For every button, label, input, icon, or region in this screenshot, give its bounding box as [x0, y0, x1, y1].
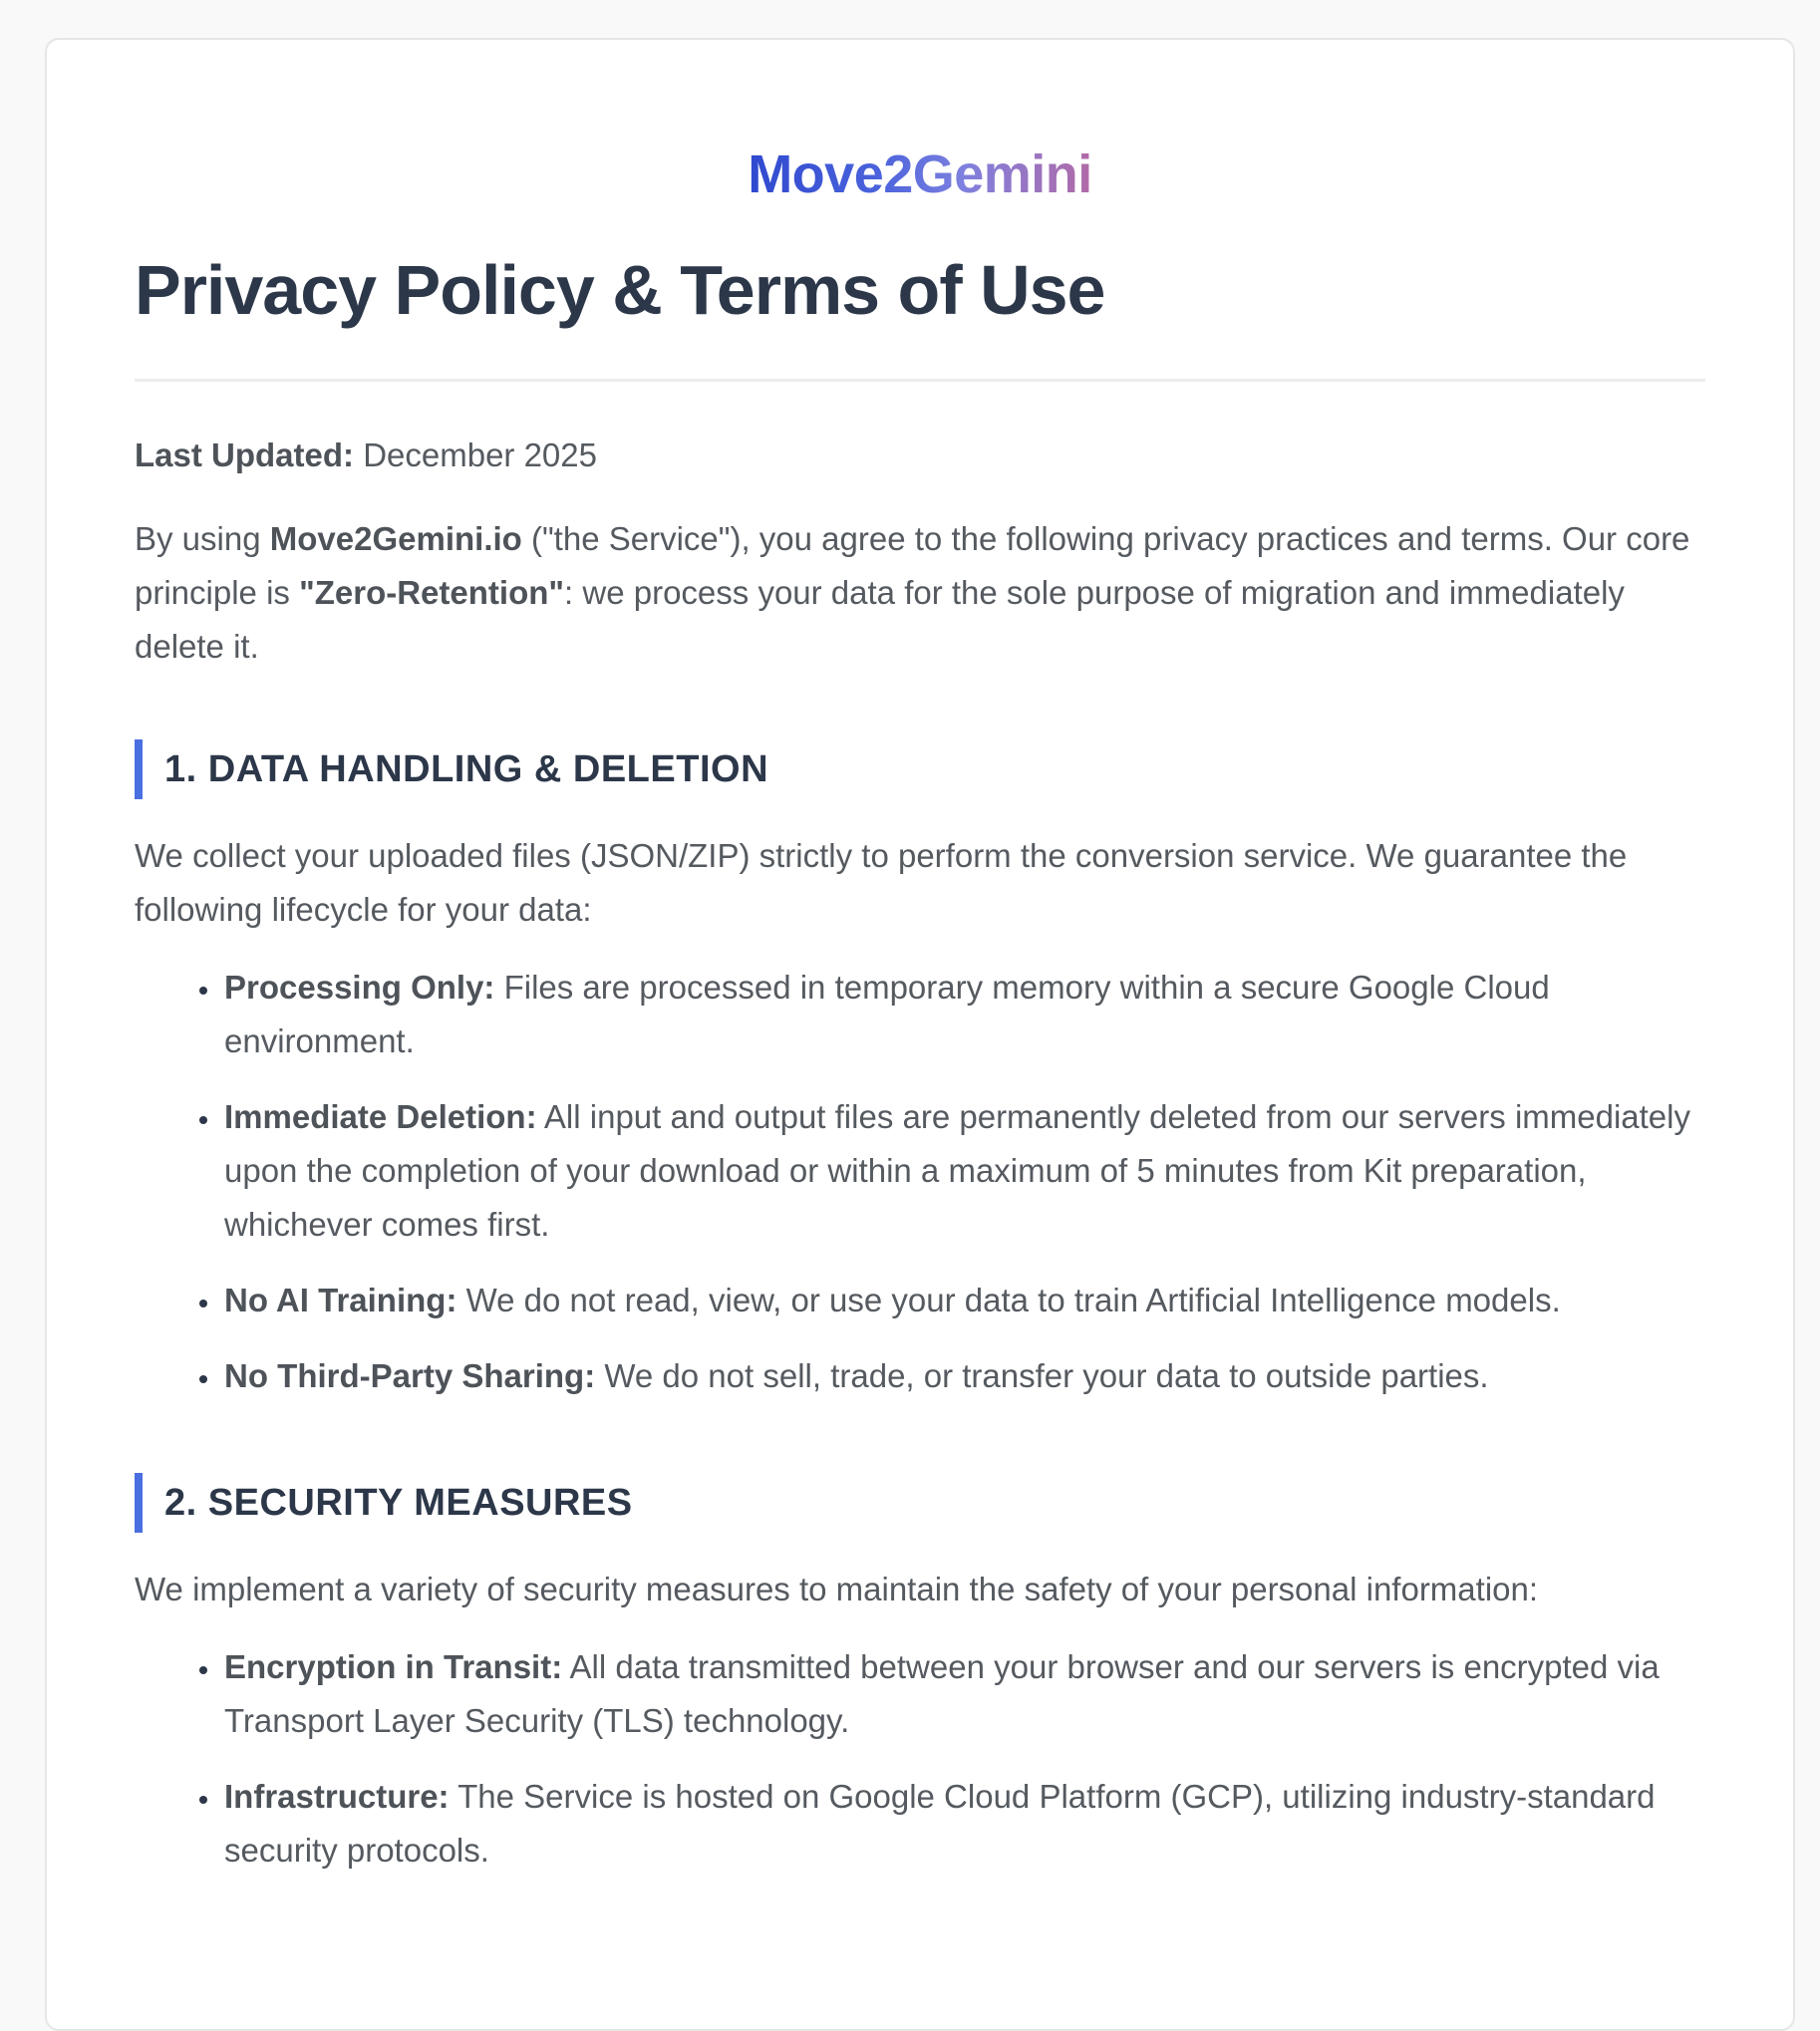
intro-paragraph [135, 512, 1705, 674]
last-updated-value: December 2025 [363, 436, 597, 473]
intro-text-1: By using [135, 520, 270, 557]
section-text-security: We implement a variety of security measures to maintain the safety of your personal information: [135, 1571, 1539, 1607]
intro-service-name: Move2Gemini.io [269, 520, 522, 557]
policy-card [45, 38, 1795, 2031]
data-handling-list [135, 961, 1705, 1403]
list-item-label: No AI Training: [224, 1282, 457, 1318]
title-divider [135, 379, 1705, 382]
brand-name[interactable]: Move2Gemini [748, 145, 1092, 204]
list-item-text: We do not read, view, or use your data to train Artificial Intelligence models. [456, 1282, 1561, 1318]
list-item [222, 1640, 1705, 1748]
list-item-text: Files are processed in temporary memory within a secure Google Cloud environment. [224, 969, 1550, 1059]
list-item-text: We do not sell, trade, or transfer your data to outside parties. [595, 1357, 1489, 1394]
section-text-data-handling: We collect your uploaded files (JSON/ZIP) strictly to perform the conversion service. We guarantee the following lifecycle for your data: [135, 837, 1628, 928]
intro-text-2: ("the Service"), you agree to the following privacy practices and terms. Our core principle is [135, 520, 1690, 611]
list-item-text: All data transmitted between your browser and our servers is encrypted via Transport Layer Security (TLS) technology. [224, 1648, 1660, 1739]
list-item-text: The Service is hosted on Google Cloud Platform (GCP), utilizing industry-standard security protocols. [224, 1778, 1656, 1869]
list-item [222, 1770, 1705, 1878]
list-item-label: Immediate Deletion: [224, 1098, 537, 1135]
list-item [222, 1349, 1705, 1403]
intro-principle: "Zero-Retention" [299, 574, 565, 611]
intro-text-3: : we process your data for the sole purpose of migration and immediately delete it. [135, 574, 1625, 665]
security-list [135, 1640, 1705, 1878]
last-updated [135, 429, 1705, 482]
list-item-label: Encryption in Transit: [224, 1648, 563, 1685]
list-item-label: No Third-Party Sharing: [224, 1357, 596, 1394]
list-item [222, 961, 1705, 1068]
page-title: Privacy Policy & Terms of Use [135, 251, 1105, 329]
section-heading-security: 2. SECURITY MEASURES [135, 1473, 1705, 1533]
last-updated-label: Last Updated: [135, 436, 355, 473]
list-item-text: All input and output files are permanently deleted from our servers immediately upon the completion of your download or within a maximum of 5 minutes from Kit preparation, whichever comes first. [224, 1098, 1690, 1243]
list-item [222, 1274, 1705, 1327]
list-item-label: Infrastructure: [224, 1778, 450, 1815]
section-heading-data-handling: 1. DATA HANDLING & DELETION [135, 739, 1705, 799]
brand-logo[interactable] [135, 142, 1705, 207]
list-item-label: Processing Only: [224, 969, 495, 1006]
list-item [222, 1090, 1705, 1252]
